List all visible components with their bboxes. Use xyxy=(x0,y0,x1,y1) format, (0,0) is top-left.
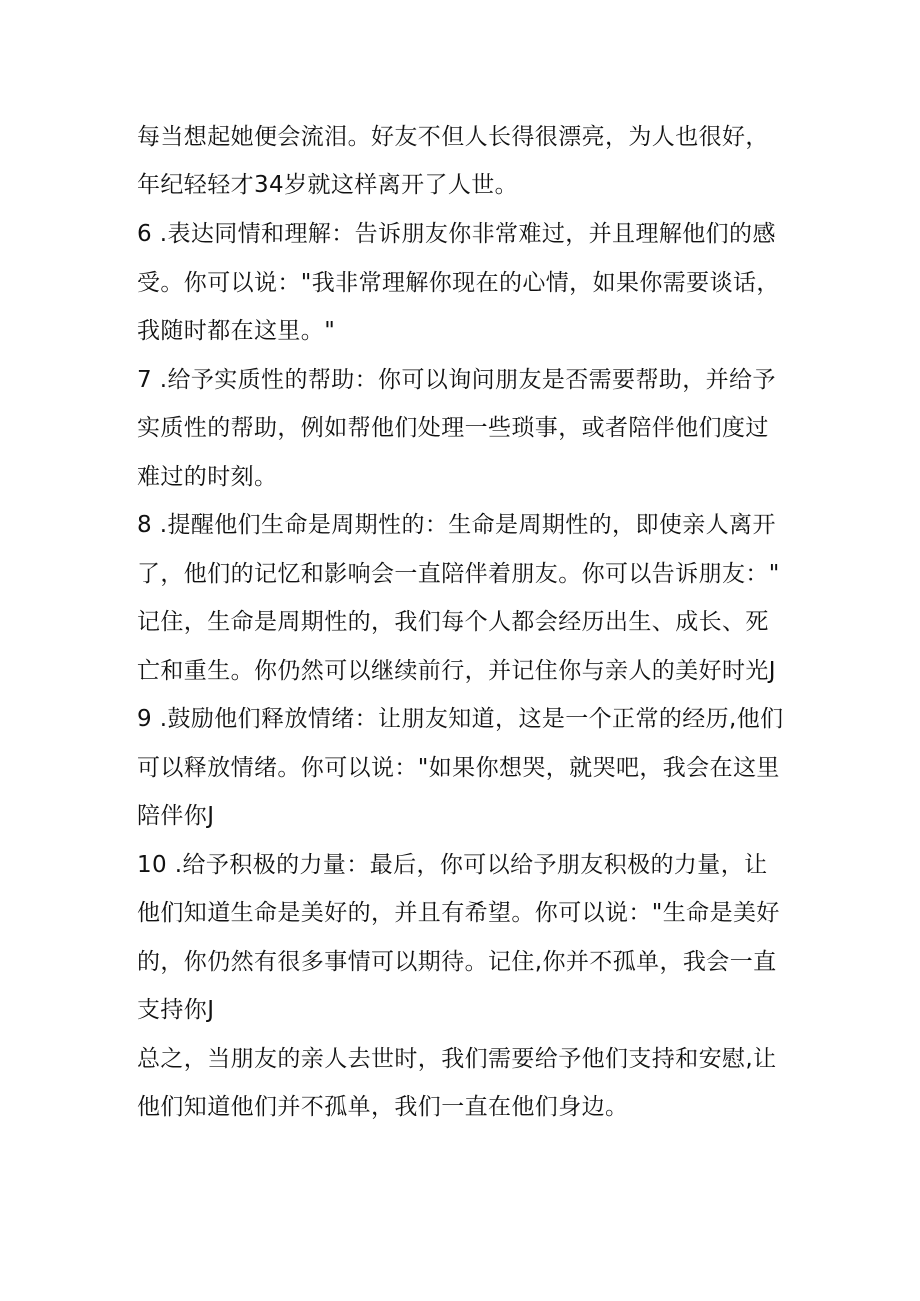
text-line: 可以释放情绪。你可以说："如果你想哭，就哭吧，我会在这里 xyxy=(137,755,780,781)
text-line: 难过的时刻。 xyxy=(137,464,278,490)
text-line: 年纪轻轻才34岁就这样离开了人世。 xyxy=(137,172,519,198)
text-line: 记住，生命是周期性的，我们每个人都会经历出生、成长、死 xyxy=(137,609,769,635)
text-line: 9 .鼓励他们释放情绪：让朋友知道，这是一个正常的经历,他们 xyxy=(137,706,784,732)
text-line: 支持你J xyxy=(137,997,215,1023)
text-line: 总之，当朋友的亲人去世时，我们需要给予他们支持和安慰,让 xyxy=(137,1046,777,1072)
text-line: 的，你仍然有很多事情可以期待。记住,你并不孤单，我会一直 xyxy=(137,949,777,975)
text-line: 我随时都在这里。" xyxy=(137,318,336,344)
text-line: 他们知道他们并不孤单，我们一直在他们身边。 xyxy=(137,1094,629,1120)
text-line: 他们知道生命是美好的，并且有希望。你可以说："生命是美好 xyxy=(137,900,780,926)
text-line: 了，他们的记忆和影响会一直陪伴着朋友。你可以告诉朋友：" xyxy=(137,561,780,587)
text-line: 10 .给予积极的力量：最后，你可以给予朋友积极的力量，让 xyxy=(137,852,768,878)
text-line: 每当想起她便会流泪。好友不但人长得很漂亮，为人也很好， xyxy=(137,124,769,150)
text-line: 亡和重生。你仍然可以继续前行，并记住你与亲人的美好时光J xyxy=(137,658,776,684)
text-line: 8 .提醒他们生命是周期性的：生命是周期性的，即使亲人离开 xyxy=(137,512,776,538)
text-line: 陪伴你J xyxy=(137,803,215,829)
text-line: 7 .给予实质性的帮助：你可以询问朋友是否需要帮助，并给予 xyxy=(137,367,776,393)
text-line: 6 .表达同情和理解：告诉朋友你非常难过，并且理解他们的感 xyxy=(137,221,776,247)
text-line: 受。你可以说："我非常理解你现在的心情，如果你需要谈话， xyxy=(137,270,780,296)
text-line: 实质性的帮助，例如帮他们处理一些琐事，或者陪伴他们度过 xyxy=(137,415,769,441)
